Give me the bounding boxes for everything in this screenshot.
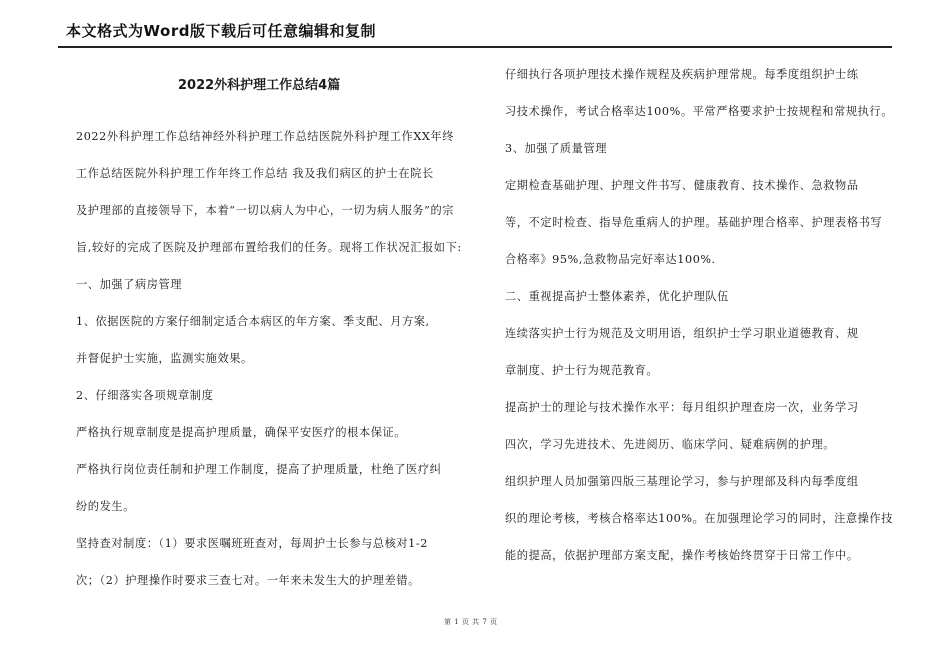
text-line: 及护理部的直接领导下，本着“一切以病人为中心，一切为病人服务”的宗 (76, 204, 455, 217)
text-line: 等，不定时检查、指导危重病人的护理。基础护理合格率、护理表格书写 (505, 216, 883, 229)
subsection-heading: 3、加强了质量管理 (505, 142, 608, 155)
text-line: 能的提高，依据护理部方案支配，操作考核始终贯穿于日常工作中。 (505, 549, 859, 562)
text-line: 严格执行规章制度是提高护理质量，确保平安医疗的根本保证。 (76, 426, 407, 439)
section-heading: 二、重视提高护士整体素养，优化护理队伍 (505, 290, 729, 303)
text-line: 次；（2）护理操作时要求三查七对。一年来未发生大的护理差错。 (76, 574, 420, 587)
banner-divider (58, 46, 892, 48)
text-line: 习技术操作，考试合格率达100%。平常严格要求护士按规程和常规执行。 (505, 105, 894, 118)
text-line: 提高护士的理论与技术操作水平：每月组织护理查房一次，业务学习 (505, 401, 859, 414)
text-line: 2022外科护理工作总结神经外科护理工作总结医院外科护理工作XX年终 (76, 130, 455, 143)
text-line: 定期检查基础护理、护理文件书写、健康教育、技术操作、急救物品 (505, 179, 859, 192)
text-line: 四次，学习先进技术、先进阅历、临床学问、疑难病例的护理。 (505, 438, 836, 451)
subsection-heading: 2、仔细落实各项规章制度 (76, 389, 214, 402)
text-line: 连续落实护士行为规范及文明用语，组织护士学习职业道德教育、规 (505, 327, 859, 340)
text-line: 坚持查对制度：（1）要求医嘱班班查对，每周护士长参与总核对1-2 (76, 537, 428, 550)
text-line: 合格率》95%,急救物品完好率达100%. (505, 253, 716, 266)
page-number: 第 1 页 共 7 页 (444, 618, 498, 626)
text-line: 织的理论考核，考核合格率达100%。在加强理论学习的同时，注意操作技 (505, 512, 894, 525)
document-title: 2022外科护理工作总结4篇 (178, 78, 341, 93)
document-banner: 本文格式为Word版下载后可任意编辑和复制 (66, 22, 376, 40)
text-line: 严格执行岗位责任制和护理工作制度，提高了护理质量，杜绝了医疗纠 (76, 463, 442, 476)
text-line: 旨,较好的完成了医院及护理部布置给我们的任务。现将工作状况汇报如下: (76, 241, 462, 254)
text-line: 章制度、护士行为规范教育。 (505, 364, 659, 377)
section-heading: 一、加强了病房管理 (76, 278, 183, 291)
text-line: 组织护理人员加强第四版三基理论学习，参与护理部及科内每季度组 (505, 475, 859, 488)
text-line: 并督促护士实施，监测实施效果。 (76, 352, 253, 365)
text-line: 纷的发生。 (76, 500, 135, 513)
text-line: 工作总结医院外科护理工作年终工作总结 我及我们病区的护士在院长 (76, 167, 434, 180)
right-column (505, 56, 895, 574)
left-column (76, 118, 482, 599)
text-line: 仔细执行各项护理技术操作规程及疾病护理常规。每季度组织护士练 (505, 68, 859, 81)
text-line: 1、依据医院的方案仔细制定适合本病区的年方案、季支配、月方案, (76, 315, 430, 328)
